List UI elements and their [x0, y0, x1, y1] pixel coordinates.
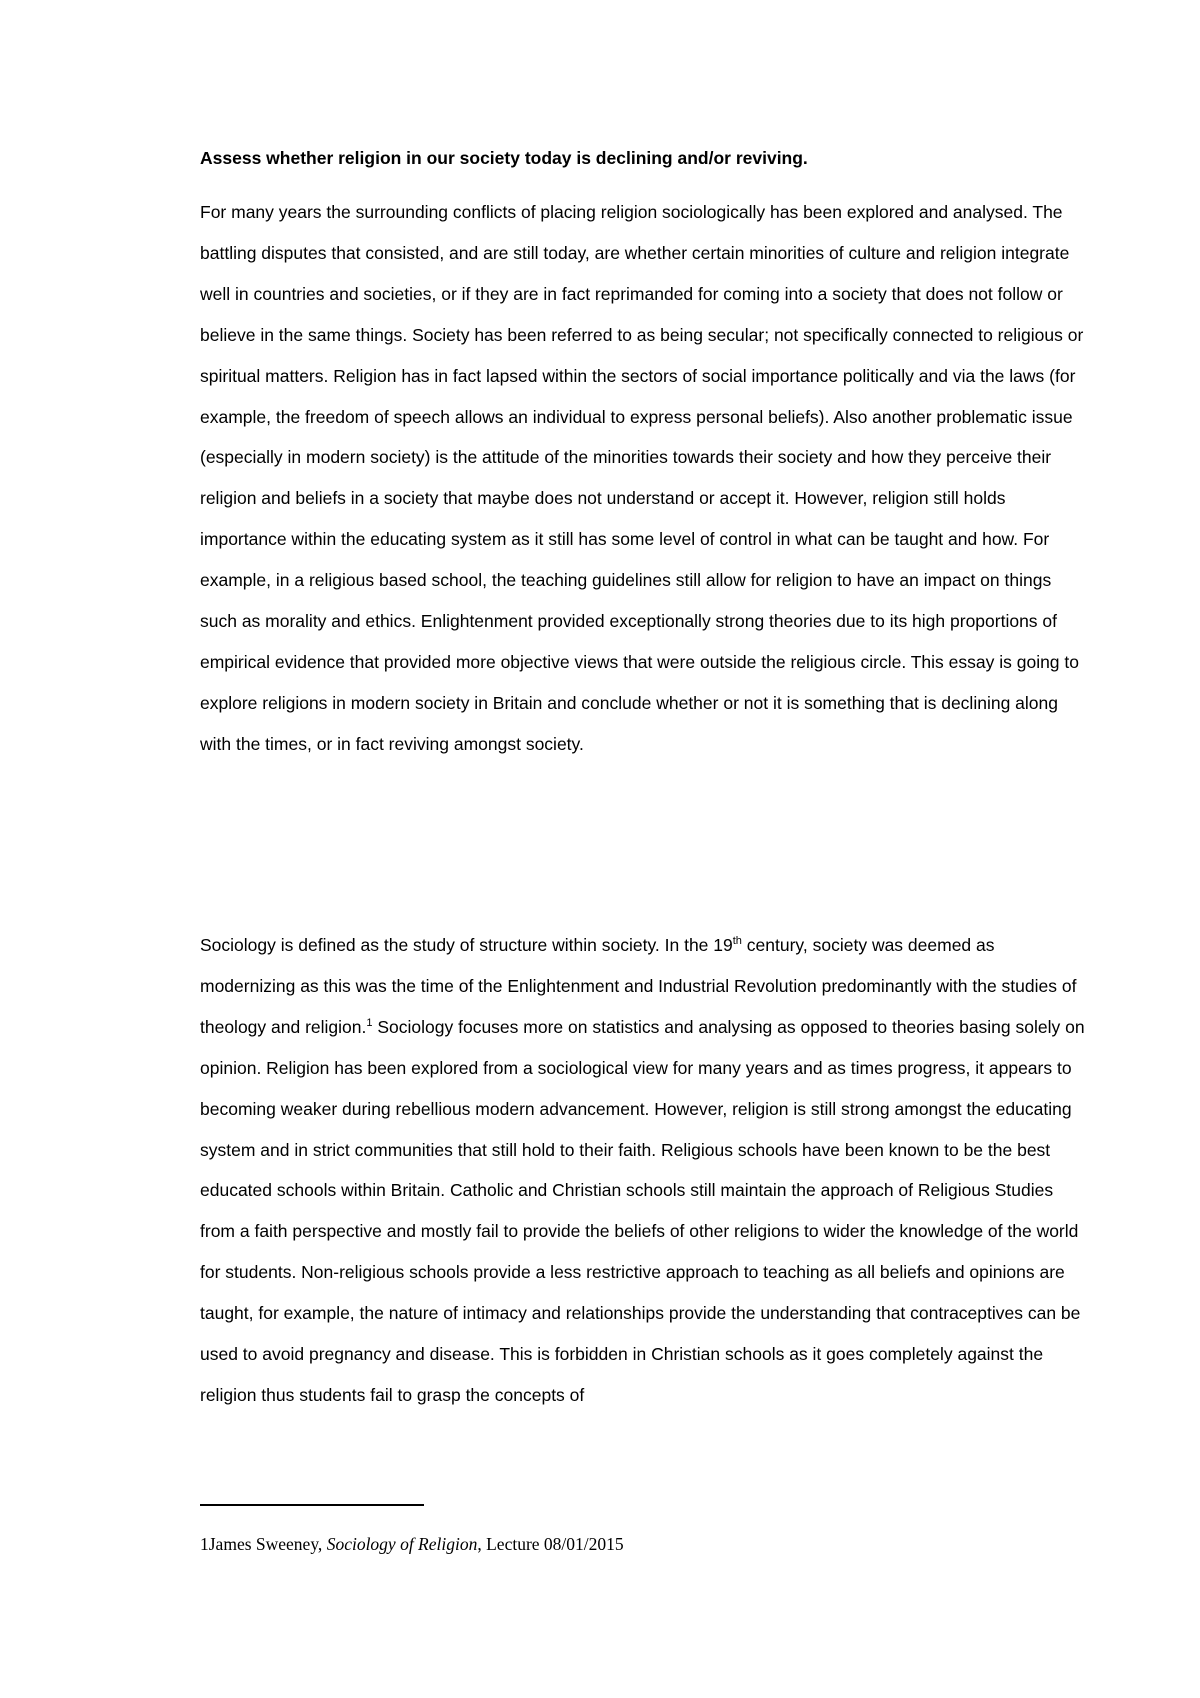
paragraph-2-text-b: century, society was deemed as modernizing as this was the time of the Enlightenment and Industrial Revolution predominantly with the studies of theology and religion. — [200, 935, 1077, 1037]
footnote-separator — [200, 1504, 424, 1506]
footnote-number: 1 — [200, 1534, 209, 1554]
paragraph-2 — [200, 925, 1085, 1416]
footnote-rest: , Lecture 08/01/2015 — [477, 1534, 624, 1554]
footnote-work-title: Sociology of Religion — [326, 1534, 478, 1554]
paragraph-2-text-c: Sociology focuses more on statistics and analysing as opposed to theories basing solely on opinion. Religion has been explored from a sociological view for many years and as times progress, it appears to becoming weaker during rebellious modern advancement. However, religion is still strong amongst the educating system and in strict communities that still hold to their faith. Religious schools have been known to be the best educated schools within Britain. Catholic and Christian schools still maintain the approach of Religious Studies from a faith perspective and mostly fail to provide the beliefs of other religions to wider the knowledge of the world for students. Non-religious schools provide a less restrictive approach to teaching as all beliefs and opinions are taught, for example, the nature of intimacy and relationships provide the understanding that contraceptives can be used to avoid pregnancy and disease. This is forbidden in Christian schools as it goes completely against the religion thus students fail to grasp the concepts of — [200, 1016, 1085, 1405]
footnote-author: James Sweeney, — [208, 1534, 327, 1554]
footnote-reference: 1 — [366, 1016, 373, 1029]
paragraph-1: For many years the surrounding conflicts of placing religion sociologically has been explored and analysed. The battling disputes that consisted, and are still today, are whether certain minorities of culture and religion integrate well in countries and societies, or if they are in fact reprimanded for coming into a society that does not follow or believe in the same things. Society has been referred to as being secular; not specifically connected to religious or spiritual matters. Religion has in fact lapsed within the sectors of social importance politically and via the laws (for example, the freedom of speech allows an individual to express personal beliefs). Also another problematic issue (especially in modern society) is the attitude of the minorities towards their society and how they perceive their religion and beliefs in a society that maybe does not understand or accept it. However, religion still holds importance within the educating system as it still has some level of control in what can be taught and how. For example, in a religious based school, the teaching guidelines still allow for religion to have an impact on things such as morality and ethics. Enlightenment provided exceptionally strong theories due to its high proportions of empirical evidence that provided more objective views that were outside the religious circle. This essay is going to explore religions in modern society in Britain and conclude whether or not it is something that is declining along with the times, or in fact reviving amongst society. — [200, 202, 1084, 754]
footnote — [200, 1532, 624, 1556]
ordinal-superscript: th — [732, 935, 742, 947]
paragraph-2-text-a: Sociology is defined as the study of structure within society. In the 19 — [200, 935, 733, 955]
essay-title: Assess whether religion in our society today is declining and/or reviving. — [200, 148, 808, 168]
